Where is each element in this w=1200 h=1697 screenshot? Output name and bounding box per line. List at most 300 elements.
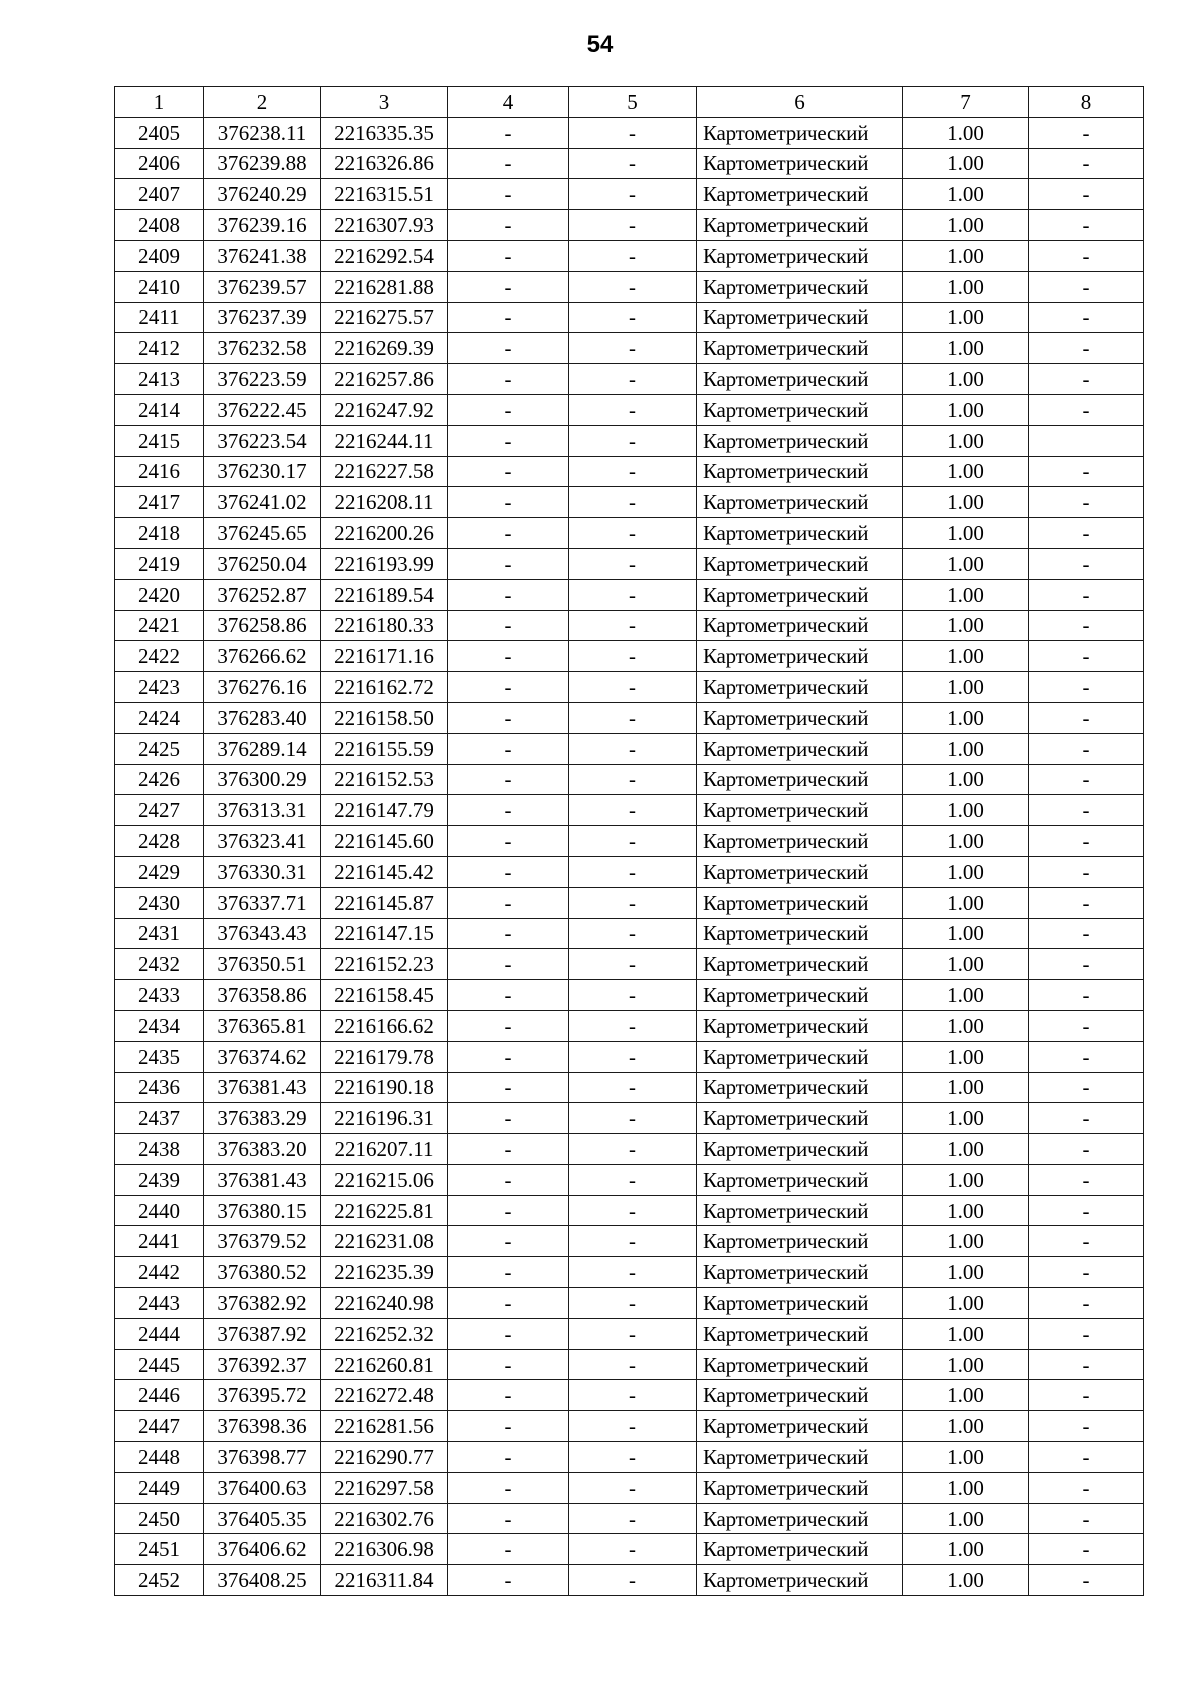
cell-y-coordinate: 2216152.53 xyxy=(321,764,448,795)
table-row xyxy=(115,1411,1144,1442)
cell-y-coordinate: 2216247.92 xyxy=(321,394,448,425)
header-cell-4: 4 xyxy=(448,87,569,118)
cell-point-number: 2422 xyxy=(115,641,204,672)
cell-column-5: - xyxy=(569,610,697,641)
cell-point-number: 2411 xyxy=(115,302,204,333)
cell-column-8: - xyxy=(1029,210,1144,241)
cell-column-4: - xyxy=(448,487,569,518)
cell-x-coordinate: 376240.29 xyxy=(204,179,321,210)
cell-point-number: 2441 xyxy=(115,1226,204,1257)
table-row xyxy=(115,333,1144,364)
table-header xyxy=(115,87,1144,118)
table-row xyxy=(115,579,1144,610)
cell-column-8: - xyxy=(1029,579,1144,610)
cell-point-number: 2436 xyxy=(115,1072,204,1103)
table-row xyxy=(115,1257,1144,1288)
cell-column-8: - xyxy=(1029,702,1144,733)
cell-point-number: 2429 xyxy=(115,856,204,887)
cell-accuracy: 1.00 xyxy=(903,733,1029,764)
cell-x-coordinate: 376230.17 xyxy=(204,456,321,487)
cell-column-8: - xyxy=(1029,672,1144,703)
cell-column-8: - xyxy=(1029,548,1144,579)
cell-y-coordinate: 2216306.98 xyxy=(321,1534,448,1565)
cell-column-4: - xyxy=(448,271,569,302)
cell-method: Картометрический xyxy=(697,1226,903,1257)
cell-accuracy: 1.00 xyxy=(903,1257,1029,1288)
cell-column-5: - xyxy=(569,333,697,364)
table-row xyxy=(115,949,1144,980)
cell-x-coordinate: 376232.58 xyxy=(204,333,321,364)
cell-x-coordinate: 376400.63 xyxy=(204,1472,321,1503)
cell-column-4: - xyxy=(448,1134,569,1165)
cell-column-8: - xyxy=(1029,1380,1144,1411)
cell-x-coordinate: 376337.71 xyxy=(204,887,321,918)
cell-method: Картометрический xyxy=(697,610,903,641)
cell-column-5: - xyxy=(569,1257,697,1288)
cell-accuracy: 1.00 xyxy=(903,1503,1029,1534)
cell-point-number: 2450 xyxy=(115,1503,204,1534)
cell-point-number: 2423 xyxy=(115,672,204,703)
cell-column-5: - xyxy=(569,302,697,333)
table-row xyxy=(115,1288,1144,1319)
cell-column-5: - xyxy=(569,271,697,302)
table-row xyxy=(115,487,1144,518)
cell-point-number: 2443 xyxy=(115,1288,204,1319)
cell-column-4: - xyxy=(448,1072,569,1103)
cell-column-8: - xyxy=(1029,1472,1144,1503)
cell-column-5: - xyxy=(569,425,697,456)
cell-column-4: - xyxy=(448,302,569,333)
cell-column-8: - xyxy=(1029,271,1144,302)
cell-column-8: - xyxy=(1029,1565,1144,1596)
cell-column-5: - xyxy=(569,1134,697,1165)
cell-x-coordinate: 376283.40 xyxy=(204,702,321,733)
cell-x-coordinate: 376237.39 xyxy=(204,302,321,333)
table-row xyxy=(115,1349,1144,1380)
cell-point-number: 2416 xyxy=(115,456,204,487)
cell-method: Картометрический xyxy=(697,1380,903,1411)
cell-method: Картометрический xyxy=(697,1041,903,1072)
cell-column-5: - xyxy=(569,148,697,179)
cell-method: Картометрический xyxy=(697,302,903,333)
cell-y-coordinate: 2216257.86 xyxy=(321,364,448,395)
table-row xyxy=(115,702,1144,733)
cell-accuracy: 1.00 xyxy=(903,487,1029,518)
cell-method: Картометрический xyxy=(697,117,903,148)
cell-x-coordinate: 376381.43 xyxy=(204,1164,321,1195)
cell-accuracy: 1.00 xyxy=(903,210,1029,241)
cell-y-coordinate: 2216231.08 xyxy=(321,1226,448,1257)
cell-accuracy: 1.00 xyxy=(903,672,1029,703)
table-row xyxy=(115,1041,1144,1072)
cell-point-number: 2419 xyxy=(115,548,204,579)
table-row xyxy=(115,918,1144,949)
cell-y-coordinate: 2216307.93 xyxy=(321,210,448,241)
cell-x-coordinate: 376350.51 xyxy=(204,949,321,980)
cell-point-number: 2449 xyxy=(115,1472,204,1503)
cell-y-coordinate: 2216281.56 xyxy=(321,1411,448,1442)
cell-x-coordinate: 376289.14 xyxy=(204,733,321,764)
cell-method: Картометрический xyxy=(697,641,903,672)
cell-column-4: - xyxy=(448,518,569,549)
cell-column-8: - xyxy=(1029,1134,1144,1165)
cell-method: Картометрический xyxy=(697,1503,903,1534)
cell-point-number: 2415 xyxy=(115,425,204,456)
cell-point-number: 2406 xyxy=(115,148,204,179)
cell-point-number: 2412 xyxy=(115,333,204,364)
cell-column-8: - xyxy=(1029,148,1144,179)
cell-x-coordinate: 376381.43 xyxy=(204,1072,321,1103)
cell-x-coordinate: 376365.81 xyxy=(204,1010,321,1041)
cell-column-5: - xyxy=(569,733,697,764)
cell-accuracy: 1.00 xyxy=(903,179,1029,210)
cell-y-coordinate: 2216158.45 xyxy=(321,980,448,1011)
cell-column-8: - xyxy=(1029,610,1144,641)
header-row xyxy=(115,87,1144,118)
cell-method: Картометрический xyxy=(697,702,903,733)
table-row xyxy=(115,148,1144,179)
cell-column-5: - xyxy=(569,1226,697,1257)
cell-y-coordinate: 2216155.59 xyxy=(321,733,448,764)
cell-accuracy: 1.00 xyxy=(903,548,1029,579)
cell-column-5: - xyxy=(569,117,697,148)
cell-point-number: 2444 xyxy=(115,1318,204,1349)
table-row xyxy=(115,1103,1144,1134)
cell-column-5: - xyxy=(569,1503,697,1534)
cell-column-5: - xyxy=(569,179,697,210)
cell-x-coordinate: 376343.43 xyxy=(204,918,321,949)
cell-y-coordinate: 2216302.76 xyxy=(321,1503,448,1534)
cell-column-8: - xyxy=(1029,641,1144,672)
cell-column-5: - xyxy=(569,918,697,949)
cell-point-number: 2428 xyxy=(115,826,204,857)
cell-column-4: - xyxy=(448,1380,569,1411)
cell-method: Картометрический xyxy=(697,1442,903,1473)
cell-method: Картометрический xyxy=(697,271,903,302)
table-row xyxy=(115,179,1144,210)
cell-column-5: - xyxy=(569,1411,697,1442)
cell-y-coordinate: 2216275.57 xyxy=(321,302,448,333)
cell-point-number: 2442 xyxy=(115,1257,204,1288)
cell-point-number: 2447 xyxy=(115,1411,204,1442)
cell-column-8: - xyxy=(1029,240,1144,271)
cell-column-4: - xyxy=(448,672,569,703)
cell-accuracy: 1.00 xyxy=(903,826,1029,857)
cell-column-4: - xyxy=(448,333,569,364)
cell-column-4: - xyxy=(448,1103,569,1134)
cell-x-coordinate: 376383.20 xyxy=(204,1134,321,1165)
cell-x-coordinate: 376380.52 xyxy=(204,1257,321,1288)
cell-column-8: - xyxy=(1029,1442,1144,1473)
cell-y-coordinate: 2216272.48 xyxy=(321,1380,448,1411)
cell-y-coordinate: 2216200.26 xyxy=(321,518,448,549)
cell-y-coordinate: 2216190.18 xyxy=(321,1072,448,1103)
cell-y-coordinate: 2216208.11 xyxy=(321,487,448,518)
cell-x-coordinate: 376241.38 xyxy=(204,240,321,271)
cell-column-8: - xyxy=(1029,487,1144,518)
cell-column-4: - xyxy=(448,856,569,887)
cell-column-5: - xyxy=(569,672,697,703)
cell-column-8: - xyxy=(1029,918,1144,949)
cell-column-8: - xyxy=(1029,1010,1144,1041)
cell-column-4: - xyxy=(448,1503,569,1534)
cell-point-number: 2410 xyxy=(115,271,204,302)
cell-x-coordinate: 376223.59 xyxy=(204,364,321,395)
cell-x-coordinate: 376380.15 xyxy=(204,1195,321,1226)
cell-y-coordinate: 2216240.98 xyxy=(321,1288,448,1319)
cell-accuracy: 1.00 xyxy=(903,1226,1029,1257)
cell-y-coordinate: 2216260.81 xyxy=(321,1349,448,1380)
cell-accuracy: 1.00 xyxy=(903,1349,1029,1380)
cell-column-4: - xyxy=(448,579,569,610)
cell-column-4: - xyxy=(448,364,569,395)
cell-accuracy: 1.00 xyxy=(903,117,1029,148)
table-row xyxy=(115,887,1144,918)
cell-y-coordinate: 2216147.79 xyxy=(321,795,448,826)
cell-method: Картометрический xyxy=(697,179,903,210)
cell-column-4: - xyxy=(448,1010,569,1041)
cell-point-number: 2431 xyxy=(115,918,204,949)
table-row xyxy=(115,1442,1144,1473)
cell-column-8: - xyxy=(1029,518,1144,549)
cell-column-5: - xyxy=(569,826,697,857)
cell-column-5: - xyxy=(569,1442,697,1473)
cell-method: Картометрический xyxy=(697,1257,903,1288)
cell-column-4: - xyxy=(448,949,569,980)
cell-accuracy: 1.00 xyxy=(903,980,1029,1011)
cell-column-4: - xyxy=(448,456,569,487)
cell-accuracy: 1.00 xyxy=(903,579,1029,610)
table-row xyxy=(115,1226,1144,1257)
cell-method: Картометрический xyxy=(697,240,903,271)
cell-column-5: - xyxy=(569,240,697,271)
table-row xyxy=(115,1318,1144,1349)
cell-x-coordinate: 376266.62 xyxy=(204,641,321,672)
cell-method: Картометрический xyxy=(697,764,903,795)
cell-accuracy: 1.00 xyxy=(903,1103,1029,1134)
cell-x-coordinate: 376387.92 xyxy=(204,1318,321,1349)
table-row xyxy=(115,1380,1144,1411)
cell-point-number: 2409 xyxy=(115,240,204,271)
cell-column-5: - xyxy=(569,1072,697,1103)
cell-column-8: - xyxy=(1029,1041,1144,1072)
cell-point-number: 2424 xyxy=(115,702,204,733)
cell-x-coordinate: 376300.29 xyxy=(204,764,321,795)
cell-column-5: - xyxy=(569,548,697,579)
cell-x-coordinate: 376330.31 xyxy=(204,856,321,887)
cell-accuracy: 1.00 xyxy=(903,1041,1029,1072)
cell-column-8: - xyxy=(1029,1534,1144,1565)
table-row xyxy=(115,764,1144,795)
cell-accuracy: 1.00 xyxy=(903,1195,1029,1226)
cell-column-4: - xyxy=(448,1472,569,1503)
cell-y-coordinate: 2216252.32 xyxy=(321,1318,448,1349)
cell-column-4: - xyxy=(448,733,569,764)
cell-method: Картометрический xyxy=(697,1134,903,1165)
cell-accuracy: 1.00 xyxy=(903,764,1029,795)
cell-accuracy: 1.00 xyxy=(903,148,1029,179)
cell-column-4: - xyxy=(448,980,569,1011)
header-cell-6: 6 xyxy=(697,87,903,118)
cell-y-coordinate: 2216147.15 xyxy=(321,918,448,949)
cell-column-4: - xyxy=(448,795,569,826)
cell-point-number: 2437 xyxy=(115,1103,204,1134)
cell-column-4: - xyxy=(448,148,569,179)
cell-column-4: - xyxy=(448,1164,569,1195)
cell-column-4: - xyxy=(448,1041,569,1072)
cell-method: Картометрический xyxy=(697,826,903,857)
cell-point-number: 2430 xyxy=(115,887,204,918)
table-row xyxy=(115,1164,1144,1195)
cell-x-coordinate: 376241.02 xyxy=(204,487,321,518)
cell-x-coordinate: 376323.41 xyxy=(204,826,321,857)
cell-accuracy: 1.00 xyxy=(903,856,1029,887)
cell-column-5: - xyxy=(569,579,697,610)
cell-column-8: - xyxy=(1029,856,1144,887)
cell-x-coordinate: 376276.16 xyxy=(204,672,321,703)
header-cell-8: 8 xyxy=(1029,87,1144,118)
cell-column-4: - xyxy=(448,1288,569,1319)
cell-x-coordinate: 376239.16 xyxy=(204,210,321,241)
cell-column-8: - xyxy=(1029,949,1144,980)
cell-method: Картометрический xyxy=(697,887,903,918)
cell-y-coordinate: 2216315.51 xyxy=(321,179,448,210)
cell-column-4: - xyxy=(448,1226,569,1257)
cell-point-number: 2434 xyxy=(115,1010,204,1041)
cell-x-coordinate: 376223.54 xyxy=(204,425,321,456)
cell-accuracy: 1.00 xyxy=(903,1318,1029,1349)
cell-accuracy: 1.00 xyxy=(903,949,1029,980)
cell-column-4: - xyxy=(448,764,569,795)
cell-y-coordinate: 2216180.33 xyxy=(321,610,448,641)
cell-column-4: - xyxy=(448,394,569,425)
cell-column-5: - xyxy=(569,949,697,980)
cell-column-4: - xyxy=(448,641,569,672)
coordinates-table xyxy=(114,86,1144,1596)
cell-column-8: - xyxy=(1029,1226,1144,1257)
cell-accuracy: 1.00 xyxy=(903,702,1029,733)
table-row xyxy=(115,364,1144,395)
cell-x-coordinate: 376379.52 xyxy=(204,1226,321,1257)
cell-column-4: - xyxy=(448,117,569,148)
cell-column-5: - xyxy=(569,1288,697,1319)
cell-column-4: - xyxy=(448,425,569,456)
cell-point-number: 2425 xyxy=(115,733,204,764)
cell-accuracy: 1.00 xyxy=(903,425,1029,456)
table-row xyxy=(115,1072,1144,1103)
cell-method: Картометрический xyxy=(697,425,903,456)
cell-method: Картометрический xyxy=(697,487,903,518)
cell-column-8 xyxy=(1029,425,1144,456)
cell-column-8: - xyxy=(1029,333,1144,364)
cell-column-8: - xyxy=(1029,1318,1144,1349)
cell-y-coordinate: 2216166.62 xyxy=(321,1010,448,1041)
cell-x-coordinate: 376392.37 xyxy=(204,1349,321,1380)
cell-y-coordinate: 2216292.54 xyxy=(321,240,448,271)
cell-x-coordinate: 376405.35 xyxy=(204,1503,321,1534)
cell-point-number: 2440 xyxy=(115,1195,204,1226)
cell-column-5: - xyxy=(569,795,697,826)
cell-column-8: - xyxy=(1029,764,1144,795)
cell-column-5: - xyxy=(569,1103,697,1134)
cell-point-number: 2408 xyxy=(115,210,204,241)
cell-method: Картометрический xyxy=(697,1411,903,1442)
cell-x-coordinate: 376398.36 xyxy=(204,1411,321,1442)
cell-accuracy: 1.00 xyxy=(903,887,1029,918)
table-row xyxy=(115,271,1144,302)
cell-y-coordinate: 2216235.39 xyxy=(321,1257,448,1288)
cell-column-4: - xyxy=(448,887,569,918)
cell-y-coordinate: 2216162.72 xyxy=(321,672,448,703)
cell-point-number: 2446 xyxy=(115,1380,204,1411)
cell-column-8: - xyxy=(1029,364,1144,395)
cell-column-5: - xyxy=(569,1195,697,1226)
page-number: 54 xyxy=(586,31,614,58)
cell-column-5: - xyxy=(569,394,697,425)
cell-method: Картометрический xyxy=(697,949,903,980)
cell-accuracy: 1.00 xyxy=(903,1534,1029,1565)
table-row xyxy=(115,856,1144,887)
cell-y-coordinate: 2216244.11 xyxy=(321,425,448,456)
cell-accuracy: 1.00 xyxy=(903,641,1029,672)
cell-method: Картометрический xyxy=(697,210,903,241)
cell-column-5: - xyxy=(569,887,697,918)
cell-method: Картометрический xyxy=(697,795,903,826)
table-row xyxy=(115,641,1144,672)
cell-column-5: - xyxy=(569,980,697,1011)
cell-method: Картометрический xyxy=(697,733,903,764)
cell-y-coordinate: 2216290.77 xyxy=(321,1442,448,1473)
cell-column-8: - xyxy=(1029,117,1144,148)
cell-point-number: 2448 xyxy=(115,1442,204,1473)
cell-method: Картометрический xyxy=(697,394,903,425)
cell-column-8: - xyxy=(1029,1257,1144,1288)
cell-column-5: - xyxy=(569,1380,697,1411)
cell-column-4: - xyxy=(448,1195,569,1226)
cell-x-coordinate: 376358.86 xyxy=(204,980,321,1011)
cell-accuracy: 1.00 xyxy=(903,1380,1029,1411)
cell-point-number: 2433 xyxy=(115,980,204,1011)
cell-point-number: 2432 xyxy=(115,949,204,980)
table-row xyxy=(115,795,1144,826)
cell-point-number: 2445 xyxy=(115,1349,204,1380)
table-row xyxy=(115,456,1144,487)
table-row xyxy=(115,302,1144,333)
cell-method: Картометрический xyxy=(697,672,903,703)
cell-method: Картометрический xyxy=(697,1103,903,1134)
cell-y-coordinate: 2216145.87 xyxy=(321,887,448,918)
cell-y-coordinate: 2216225.81 xyxy=(321,1195,448,1226)
cell-column-5: - xyxy=(569,856,697,887)
cell-column-4: - xyxy=(448,826,569,857)
cell-accuracy: 1.00 xyxy=(903,240,1029,271)
cell-point-number: 2426 xyxy=(115,764,204,795)
cell-method: Картометрический xyxy=(697,148,903,179)
table-row xyxy=(115,980,1144,1011)
cell-accuracy: 1.00 xyxy=(903,271,1029,302)
cell-accuracy: 1.00 xyxy=(903,1072,1029,1103)
cell-point-number: 2407 xyxy=(115,179,204,210)
table-row xyxy=(115,518,1144,549)
cell-x-coordinate: 376382.92 xyxy=(204,1288,321,1319)
table-row xyxy=(115,733,1144,764)
table-row xyxy=(115,1534,1144,1565)
cell-accuracy: 1.00 xyxy=(903,302,1029,333)
cell-column-4: - xyxy=(448,1411,569,1442)
cell-y-coordinate: 2216145.42 xyxy=(321,856,448,887)
cell-accuracy: 1.00 xyxy=(903,518,1029,549)
cell-column-8: - xyxy=(1029,1349,1144,1380)
